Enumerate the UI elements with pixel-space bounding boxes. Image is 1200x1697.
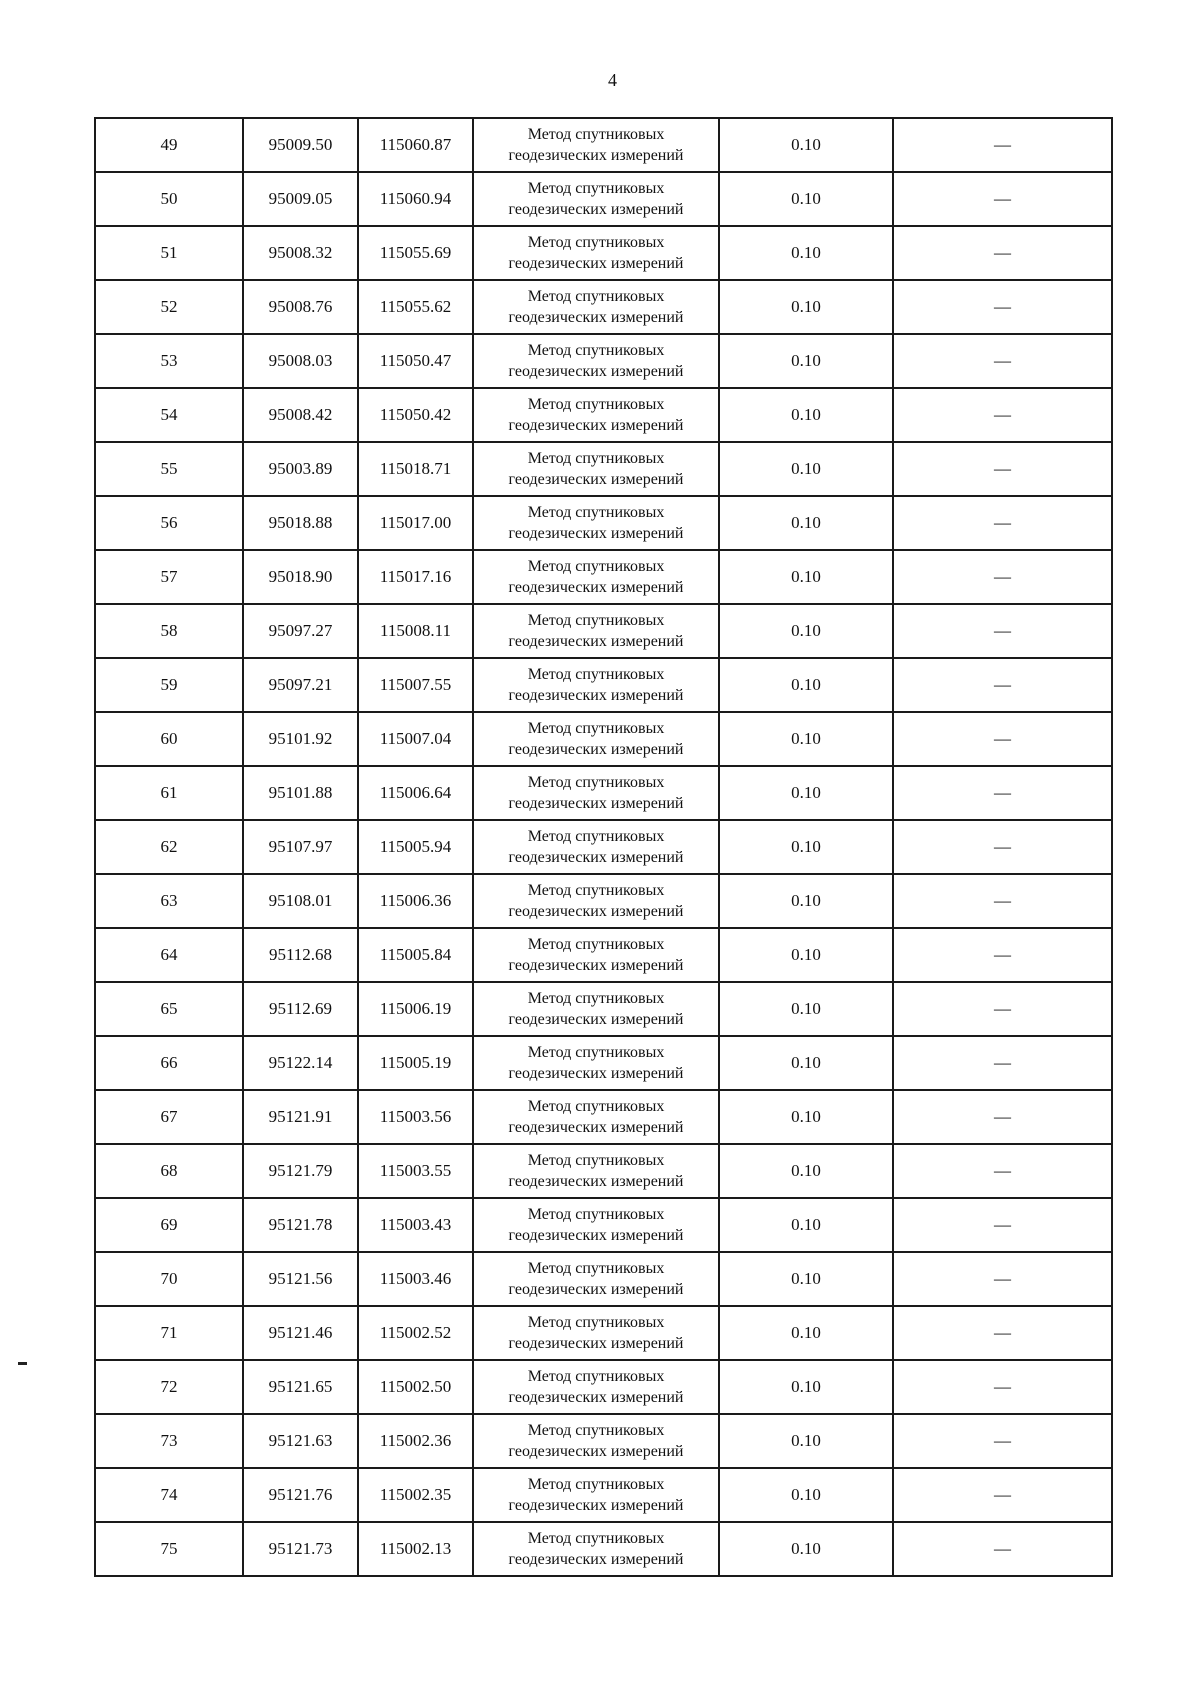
point-number-cell: 74 [95, 1468, 243, 1522]
method-line-2: геодезических измерений [508, 147, 684, 164]
table-row [95, 1252, 1112, 1306]
method-cell [473, 1414, 719, 1468]
method-cell [473, 1252, 719, 1306]
method-line-1: Метод спутниковых [527, 990, 665, 1007]
y-coordinate-cell: 115003.55 [358, 1144, 473, 1198]
table-row [95, 874, 1112, 928]
table-row [95, 1198, 1112, 1252]
point-number-cell: 63 [95, 874, 243, 928]
x-coordinate-cell: 95008.32 [243, 226, 358, 280]
method-line-2: геодезических измерений [508, 1443, 684, 1460]
y-coordinate-cell: 115055.69 [358, 226, 473, 280]
point-number-cell: 71 [95, 1306, 243, 1360]
method-line-2: геодезических измерений [508, 1173, 684, 1190]
note-cell: — [893, 1198, 1112, 1252]
accuracy-cell: 0.10 [719, 1306, 893, 1360]
point-number-cell: 64 [95, 928, 243, 982]
point-number-cell: 61 [95, 766, 243, 820]
accuracy-cell: 0.10 [719, 442, 893, 496]
method-line-2: геодезических измерений [508, 1497, 684, 1514]
note-cell: — [893, 118, 1112, 172]
point-number-cell: 49 [95, 118, 243, 172]
y-coordinate-cell: 115002.36 [358, 1414, 473, 1468]
note-cell: — [893, 226, 1112, 280]
point-number-cell: 54 [95, 388, 243, 442]
x-coordinate-cell: 95121.56 [243, 1252, 358, 1306]
method-line-2: геодезических измерений [508, 687, 684, 704]
method-line-2: геодезических измерений [508, 1389, 684, 1406]
accuracy-cell: 0.10 [719, 604, 893, 658]
x-coordinate-cell: 95018.90 [243, 550, 358, 604]
x-coordinate-cell: 95112.69 [243, 982, 358, 1036]
method-cell [473, 172, 719, 226]
method-line-2: геодезических измерений [508, 903, 684, 920]
point-number-cell: 58 [95, 604, 243, 658]
point-number-cell: 53 [95, 334, 243, 388]
method-cell [473, 658, 719, 712]
x-coordinate-cell: 95008.76 [243, 280, 358, 334]
note-cell: — [893, 1414, 1112, 1468]
method-cell [473, 1360, 719, 1414]
method-line-2: геодезических измерений [508, 1551, 684, 1568]
method-cell [473, 820, 719, 874]
table-row [95, 658, 1112, 712]
y-coordinate-cell: 115050.47 [358, 334, 473, 388]
method-cell [473, 1090, 719, 1144]
y-coordinate-cell: 115007.04 [358, 712, 473, 766]
method-line-1: Метод спутниковых [527, 1098, 665, 1115]
point-number-cell: 75 [95, 1522, 243, 1576]
x-coordinate-cell: 95018.88 [243, 496, 358, 550]
point-number-cell: 56 [95, 496, 243, 550]
table-row [95, 1414, 1112, 1468]
x-coordinate-cell: 95121.79 [243, 1144, 358, 1198]
y-coordinate-cell: 115050.42 [358, 388, 473, 442]
accuracy-cell: 0.10 [719, 1468, 893, 1522]
point-number-cell: 73 [95, 1414, 243, 1468]
table-row [95, 928, 1112, 982]
note-cell: — [893, 280, 1112, 334]
accuracy-cell: 0.10 [719, 496, 893, 550]
accuracy-cell: 0.10 [719, 1036, 893, 1090]
y-coordinate-cell: 115003.56 [358, 1090, 473, 1144]
coordinates-table [94, 117, 1113, 1577]
x-coordinate-cell: 95121.76 [243, 1468, 358, 1522]
method-line-1: Метод спутниковых [527, 504, 665, 521]
table-row [95, 820, 1112, 874]
y-coordinate-cell: 115007.55 [358, 658, 473, 712]
note-cell: — [893, 1306, 1112, 1360]
note-cell: — [893, 928, 1112, 982]
accuracy-cell: 0.10 [719, 1360, 893, 1414]
point-number-cell: 69 [95, 1198, 243, 1252]
method-cell [473, 712, 719, 766]
table-row [95, 1144, 1112, 1198]
x-coordinate-cell: 95121.73 [243, 1522, 358, 1576]
y-coordinate-cell: 115006.19 [358, 982, 473, 1036]
method-cell [473, 982, 719, 1036]
accuracy-cell: 0.10 [719, 280, 893, 334]
point-number-cell: 50 [95, 172, 243, 226]
x-coordinate-cell: 95121.46 [243, 1306, 358, 1360]
method-line-2: геодезических измерений [508, 741, 684, 758]
method-line-1: Метод спутниковых [527, 828, 665, 845]
y-coordinate-cell: 115003.43 [358, 1198, 473, 1252]
method-line-1: Метод спутниковых [527, 396, 665, 413]
note-cell: — [893, 1090, 1112, 1144]
accuracy-cell: 0.10 [719, 118, 893, 172]
y-coordinate-cell: 115002.52 [358, 1306, 473, 1360]
table-row [95, 334, 1112, 388]
accuracy-cell: 0.10 [719, 982, 893, 1036]
accuracy-cell: 0.10 [719, 388, 893, 442]
method-cell [473, 226, 719, 280]
method-cell [473, 442, 719, 496]
method-line-1: Метод спутниковых [527, 1476, 665, 1493]
note-cell: — [893, 820, 1112, 874]
point-number-cell: 60 [95, 712, 243, 766]
accuracy-cell: 0.10 [719, 1090, 893, 1144]
method-line-2: геодезических измерений [508, 1227, 684, 1244]
table-row [95, 1036, 1112, 1090]
table-body [95, 118, 1112, 1576]
x-coordinate-cell: 95121.91 [243, 1090, 358, 1144]
method-line-2: геодезических измерений [508, 1011, 684, 1028]
method-line-1: Метод спутниковых [527, 450, 665, 467]
point-number-cell: 70 [95, 1252, 243, 1306]
y-coordinate-cell: 115005.84 [358, 928, 473, 982]
y-coordinate-cell: 115055.62 [358, 280, 473, 334]
accuracy-cell: 0.10 [719, 1144, 893, 1198]
y-coordinate-cell: 115005.94 [358, 820, 473, 874]
table-row [95, 172, 1112, 226]
note-cell: — [893, 604, 1112, 658]
y-coordinate-cell: 115017.16 [358, 550, 473, 604]
y-coordinate-cell: 115005.19 [358, 1036, 473, 1090]
method-line-1: Метод спутниковых [527, 720, 665, 737]
accuracy-cell: 0.10 [719, 928, 893, 982]
accuracy-cell: 0.10 [719, 226, 893, 280]
table-row [95, 1306, 1112, 1360]
y-coordinate-cell: 115060.94 [358, 172, 473, 226]
accuracy-cell: 0.10 [719, 820, 893, 874]
x-coordinate-cell: 95097.21 [243, 658, 358, 712]
method-line-1: Метод спутниковых [527, 774, 665, 791]
accuracy-cell: 0.10 [719, 1522, 893, 1576]
method-line-1: Метод спутниковых [527, 1260, 665, 1277]
note-cell: — [893, 550, 1112, 604]
point-number-cell: 52 [95, 280, 243, 334]
method-line-1: Метод спутниковых [527, 936, 665, 953]
scan-artifact [18, 1362, 27, 1365]
y-coordinate-cell: 115018.71 [358, 442, 473, 496]
note-cell: — [893, 334, 1112, 388]
method-line-1: Метод спутниковых [527, 234, 665, 251]
x-coordinate-cell: 95008.42 [243, 388, 358, 442]
table-row [95, 982, 1112, 1036]
table-row [95, 442, 1112, 496]
x-coordinate-cell: 95108.01 [243, 874, 358, 928]
method-line-2: геодезических измерений [508, 363, 684, 380]
method-cell [473, 1144, 719, 1198]
accuracy-cell: 0.10 [719, 874, 893, 928]
x-coordinate-cell: 95009.05 [243, 172, 358, 226]
table-row [95, 226, 1112, 280]
point-number-cell: 51 [95, 226, 243, 280]
x-coordinate-cell: 95121.78 [243, 1198, 358, 1252]
method-cell [473, 280, 719, 334]
accuracy-cell: 0.10 [719, 334, 893, 388]
method-line-1: Метод спутниковых [527, 1152, 665, 1169]
method-line-2: геодезических измерений [508, 309, 684, 326]
table-row [95, 118, 1112, 172]
point-number-cell: 55 [95, 442, 243, 496]
y-coordinate-cell: 115002.13 [358, 1522, 473, 1576]
x-coordinate-cell: 95003.89 [243, 442, 358, 496]
point-number-cell: 57 [95, 550, 243, 604]
method-line-2: геодезических измерений [508, 417, 684, 434]
table-row [95, 1360, 1112, 1414]
x-coordinate-cell: 95112.68 [243, 928, 358, 982]
note-cell: — [893, 982, 1112, 1036]
method-line-2: геодезических измерений [508, 255, 684, 272]
y-coordinate-cell: 115008.11 [358, 604, 473, 658]
method-line-1: Метод спутниковых [527, 1206, 665, 1223]
y-coordinate-cell: 115006.64 [358, 766, 473, 820]
method-cell [473, 496, 719, 550]
accuracy-cell: 0.10 [719, 1198, 893, 1252]
accuracy-cell: 0.10 [719, 1414, 893, 1468]
point-number-cell: 72 [95, 1360, 243, 1414]
note-cell: — [893, 1468, 1112, 1522]
x-coordinate-cell: 95101.88 [243, 766, 358, 820]
x-coordinate-cell: 95101.92 [243, 712, 358, 766]
method-line-2: геодезических измерений [508, 1119, 684, 1136]
table-row [95, 1468, 1112, 1522]
table-row [95, 766, 1112, 820]
method-line-1: Метод спутниковых [527, 1422, 665, 1439]
accuracy-cell: 0.10 [719, 550, 893, 604]
x-coordinate-cell: 95008.03 [243, 334, 358, 388]
accuracy-cell: 0.10 [719, 658, 893, 712]
method-cell [473, 1522, 719, 1576]
note-cell: — [893, 1360, 1112, 1414]
x-coordinate-cell: 95122.14 [243, 1036, 358, 1090]
method-cell [473, 388, 719, 442]
note-cell: — [893, 766, 1112, 820]
point-number-cell: 62 [95, 820, 243, 874]
method-line-2: геодезических измерений [508, 579, 684, 596]
point-number-cell: 68 [95, 1144, 243, 1198]
note-cell: — [893, 712, 1112, 766]
y-coordinate-cell: 115003.46 [358, 1252, 473, 1306]
x-coordinate-cell: 95009.50 [243, 118, 358, 172]
method-line-2: геодезических измерений [508, 957, 684, 974]
method-line-1: Метод спутниковых [527, 1368, 665, 1385]
table-row [95, 280, 1112, 334]
method-line-1: Метод спутниковых [527, 1044, 665, 1061]
method-line-2: геодезических измерений [508, 795, 684, 812]
table-row [95, 550, 1112, 604]
method-cell [473, 928, 719, 982]
method-cell [473, 334, 719, 388]
note-cell: — [893, 442, 1112, 496]
table-row [95, 1090, 1112, 1144]
y-coordinate-cell: 115017.00 [358, 496, 473, 550]
table-row [95, 604, 1112, 658]
method-line-2: геодезических измерений [508, 849, 684, 866]
y-coordinate-cell: 115002.50 [358, 1360, 473, 1414]
method-cell [473, 550, 719, 604]
method-line-1: Метод спутниковых [527, 288, 665, 305]
method-cell [473, 874, 719, 928]
table-row [95, 712, 1112, 766]
table-row [95, 388, 1112, 442]
method-cell [473, 604, 719, 658]
method-line-2: геодезических измерений [508, 1335, 684, 1352]
note-cell: — [893, 1144, 1112, 1198]
method-line-1: Метод спутниковых [527, 180, 665, 197]
method-line-1: Метод спутниковых [527, 882, 665, 899]
x-coordinate-cell: 95121.63 [243, 1414, 358, 1468]
method-cell [473, 766, 719, 820]
method-line-2: геодезических измерений [508, 525, 684, 542]
accuracy-cell: 0.10 [719, 712, 893, 766]
point-number-cell: 66 [95, 1036, 243, 1090]
method-line-2: геодезических измерений [508, 1281, 684, 1298]
method-line-2: геодезических измерений [508, 201, 684, 218]
method-cell [473, 118, 719, 172]
method-line-1: Метод спутниковых [527, 558, 665, 575]
method-cell [473, 1468, 719, 1522]
method-line-1: Метод спутниковых [527, 1530, 665, 1547]
method-line-1: Метод спутниковых [527, 1314, 665, 1331]
point-number-cell: 59 [95, 658, 243, 712]
table-row [95, 1522, 1112, 1576]
y-coordinate-cell: 115060.87 [358, 118, 473, 172]
method-cell [473, 1198, 719, 1252]
x-coordinate-cell: 95121.65 [243, 1360, 358, 1414]
note-cell: — [893, 496, 1112, 550]
method-line-1: Метод спутниковых [527, 126, 665, 143]
accuracy-cell: 0.10 [719, 766, 893, 820]
table-row [95, 496, 1112, 550]
note-cell: — [893, 1252, 1112, 1306]
x-coordinate-cell: 95097.27 [243, 604, 358, 658]
note-cell: — [893, 874, 1112, 928]
x-coordinate-cell: 95107.97 [243, 820, 358, 874]
y-coordinate-cell: 115006.36 [358, 874, 473, 928]
method-line-1: Метод спутниковых [527, 342, 665, 359]
method-cell [473, 1306, 719, 1360]
method-line-2: геодезических измерений [508, 633, 684, 650]
note-cell: — [893, 388, 1112, 442]
point-number-cell: 65 [95, 982, 243, 1036]
method-line-2: геодезических измерений [508, 1065, 684, 1082]
method-cell [473, 1036, 719, 1090]
method-line-1: Метод спутниковых [527, 612, 665, 629]
method-line-2: геодезических измерений [508, 471, 684, 488]
method-line-1: Метод спутниковых [527, 666, 665, 683]
note-cell: — [893, 658, 1112, 712]
note-cell: — [893, 172, 1112, 226]
page-number: 4 [608, 70, 617, 90]
accuracy-cell: 0.10 [719, 1252, 893, 1306]
accuracy-cell: 0.10 [719, 172, 893, 226]
point-number-cell: 67 [95, 1090, 243, 1144]
y-coordinate-cell: 115002.35 [358, 1468, 473, 1522]
note-cell: — [893, 1036, 1112, 1090]
note-cell: — [893, 1522, 1112, 1576]
